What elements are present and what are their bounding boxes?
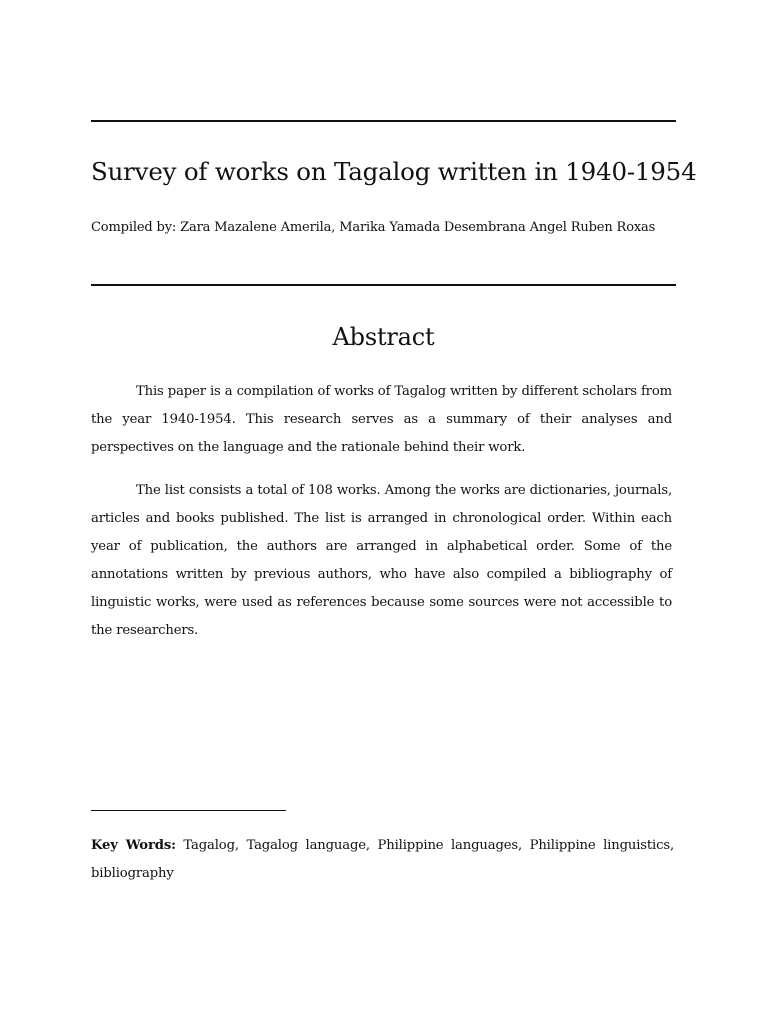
footnote-divider [91,810,286,811]
paper-title: Survey of works on Tagalog written in 1940-1954 [91,157,697,186]
compiled-by: Compiled by: Zara Mazalene Amerila, Marika Yamada Desembrana Angel Ruben Roxas [91,220,656,235]
keywords-label: Key Words: [91,838,176,853]
middle-divider [91,284,676,286]
keywords-list: Tagalog, Tagalog language, Philippine languages, Philippine linguistics, bibliography [91,838,674,881]
abstract-paragraph: This paper is a compilation of works of Tagalog written by different scholars from the year 1940-1954. This research serves as a summary of their analyses and perspectives on the language and the rationale behind their work. [91,384,672,455]
abstract-heading: Abstract [332,323,435,351]
top-divider [91,120,676,122]
keywords [91,832,674,888]
abstract-paragraph: The list consists a total of 108 works. Among the works are dictionaries, journals, articles and books published. The list is arranged in chronological order. Within each year of publication, the authors are arranged in alphabetical order. Some of the annotations written by previous authors, who have also compiled a bibliography of linguistic works, were used as references because some sources were not accessible to the researchers. [91,483,672,638]
